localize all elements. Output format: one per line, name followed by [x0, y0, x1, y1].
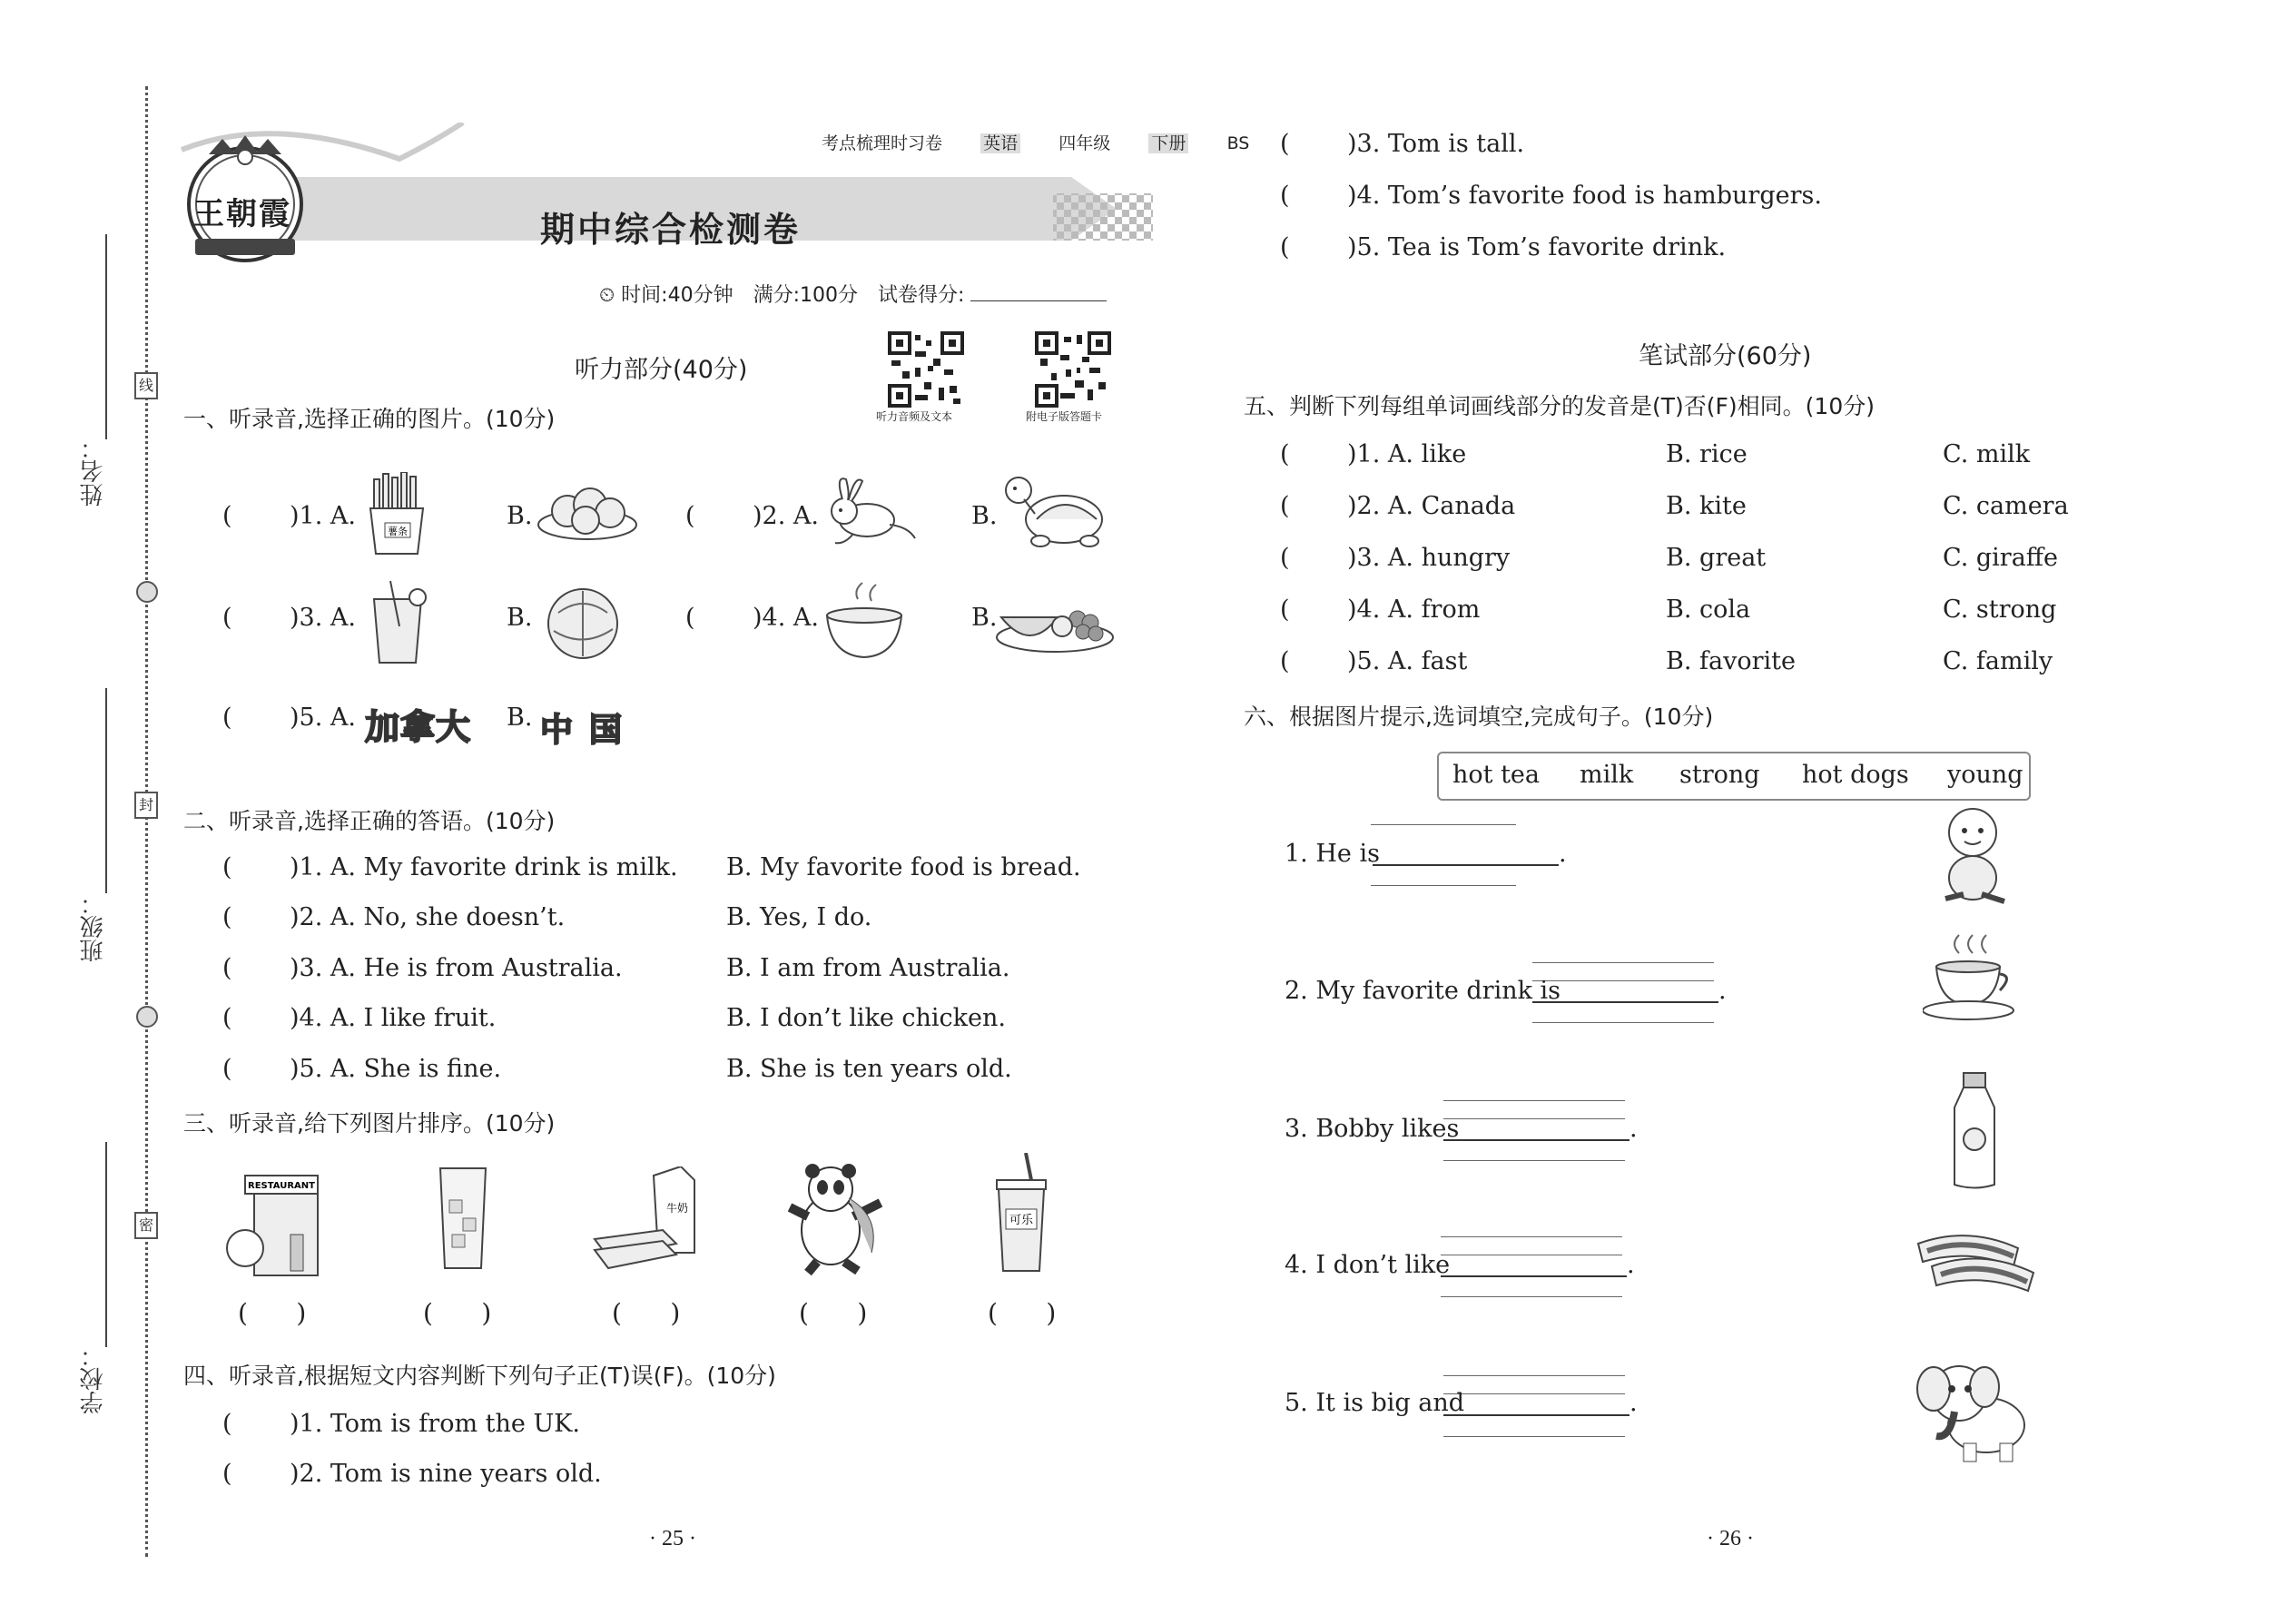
s4-q2-text: )2. Tom is nine years old. — [290, 1460, 602, 1488]
writing-title: 笔试部分(60分) — [1639, 342, 1812, 370]
s2-q4-a: )4. A. I like fruit. — [290, 1004, 497, 1032]
juice-glass-icon[interactable] — [363, 581, 431, 667]
s5-q3-b-word: great — [1699, 544, 1767, 572]
s4-q4-text: )4. Tom’s favorite food is hamburgers. — [1347, 182, 1822, 210]
writing-guide-line — [1443, 1118, 1625, 1119]
qr2-caption: 附电子版答题卡 — [1026, 410, 1103, 423]
s6-s2-period: . — [1718, 977, 1727, 1005]
s5-q4-c-word: strong — [1975, 595, 2057, 624]
s6-sentence-4 — [1285, 1251, 1450, 1279]
s3-answer-5[interactable]: ( ) — [988, 1298, 1057, 1328]
s5-q4-c — [1943, 595, 2056, 624]
s1-q1-num: )1. A. — [290, 502, 356, 530]
rabbit-icon[interactable] — [817, 470, 921, 552]
s5-q3-c-word: giraffe — [1975, 544, 2058, 572]
s5-q1-c — [1943, 440, 2030, 468]
s6-s3-text: 3. Bobby likes — [1285, 1115, 1460, 1143]
edition: BS — [1226, 133, 1250, 153]
section-1-heading: 一、听录音,选择正确的图片。(10分) — [183, 406, 556, 432]
s2-q5-a: )5. A. She is fine. — [290, 1055, 502, 1083]
s1-q4-b: B. — [971, 604, 998, 632]
class-underline — [105, 688, 107, 893]
cabbage-icon[interactable] — [540, 586, 626, 663]
writing-guide-line — [1443, 1375, 1625, 1376]
s1-q2-b: B. — [971, 502, 998, 530]
s6-s4-period: . — [1627, 1251, 1635, 1279]
page-number-left: · 25 · — [649, 1527, 696, 1550]
section-6-heading: 六、根据图片提示,选词填空,完成句子。(10分) — [1244, 704, 1714, 730]
canada-text-option[interactable]: 加拿大 — [365, 707, 472, 747]
china-char-1: 中 — [540, 712, 574, 749]
s6-sentence-3 — [1285, 1115, 1459, 1143]
s1-q3-b: B. — [507, 604, 533, 632]
tea-cup-icon — [1923, 930, 2023, 1026]
word-bank-item: strong — [1679, 761, 1760, 789]
fruit-plate-icon[interactable] — [994, 590, 1117, 655]
cola-label: 可乐 — [1009, 1214, 1034, 1227]
exam-info — [599, 280, 1107, 308]
china-text-option[interactable] — [540, 704, 622, 751]
restaurant-icon[interactable] — [218, 1171, 327, 1284]
milk-bottle-icon — [1947, 1071, 2002, 1194]
turtle-icon[interactable] — [999, 472, 1112, 552]
s2-q2: ( )2. A. No, she doesn’t. — [222, 903, 566, 931]
s2-q3-a: )3. A. He is from Australia. — [290, 954, 623, 982]
s1-q1: ( )1. A. — [222, 502, 356, 530]
s1-q4-num: )4. A. — [753, 604, 819, 632]
s5-q5: ( )5. A. fast — [1280, 647, 1468, 675]
header-series-line — [822, 130, 1249, 154]
b-label: B. — [1666, 440, 1692, 468]
s6-sentence-2 — [1285, 977, 1561, 1005]
s5-q5-num: )5. A. — [1347, 647, 1413, 675]
s6-s4-text: 4. I don’t like — [1285, 1251, 1451, 1279]
name-underline — [105, 234, 107, 439]
s1-q5-b: B. — [507, 704, 533, 732]
s6-s2-text: 2. My favorite drink is — [1285, 977, 1561, 1005]
s1-q3-num: )3. A. — [290, 604, 356, 632]
s5-q4-num: )4. A. — [1347, 595, 1413, 624]
word-bank-item: milk — [1580, 761, 1634, 789]
s6-answer-blank-4[interactable] — [1441, 1275, 1627, 1277]
s4-q3-text: )3. Tom is tall. — [1347, 130, 1525, 158]
word-bank-item: hot tea — [1452, 761, 1541, 789]
seal-char-1: 线 — [134, 372, 158, 399]
seal-char-2: 封 — [134, 792, 158, 819]
s1-q2-num: )2. A. — [753, 502, 819, 530]
s5-q1-b — [1666, 440, 1748, 468]
s2-q2-a: )2. A. No, she doesn’t. — [290, 903, 566, 931]
s5-q3: ( )3. A. hungry — [1280, 544, 1511, 572]
section-5-heading: 五、判断下列每组单词画线部分的发音是(T)否(F)相同。(10分) — [1244, 393, 1875, 419]
s3-answer-3[interactable]: ( ) — [612, 1298, 681, 1328]
logo-text: 王朝霞 — [193, 196, 291, 232]
s5-q3-c — [1943, 544, 2058, 572]
name-label: 姓名： — [80, 436, 107, 507]
b-label: B. — [1666, 595, 1692, 624]
score-blank[interactable] — [970, 300, 1107, 301]
s2-q3-b: B. I am from Australia. — [726, 954, 1010, 982]
c-label: C. — [1943, 544, 1969, 572]
s1-q1-b: B. — [507, 502, 533, 530]
s5-q1-c-word: milk — [1975, 440, 2031, 468]
s5-q2-num: )2. A. — [1347, 492, 1413, 520]
s1-q4: ( )4. A. — [685, 604, 819, 632]
seal-dot-icon — [136, 581, 158, 603]
b-label: B. — [1666, 544, 1692, 572]
elephant-icon — [1914, 1353, 2045, 1466]
b-label: B. — [1666, 492, 1692, 520]
s5-q5-c-word: family — [1975, 647, 2053, 675]
c-label: C. — [1943, 595, 1969, 624]
page-number-right: · 26 · — [1707, 1527, 1754, 1550]
seal-char-3: 密 — [134, 1212, 158, 1239]
s5-q1-b-word: rice — [1699, 440, 1748, 468]
grade: 四年级 — [1058, 133, 1111, 153]
s5-q4: ( )4. A. from — [1280, 595, 1481, 624]
s5-q4-b-word: cola — [1699, 595, 1751, 624]
bread-buns-icon[interactable] — [536, 479, 640, 543]
baby-icon — [1932, 803, 2013, 908]
milk-bread-icon[interactable] — [590, 1166, 708, 1271]
volume: 下册 — [1148, 133, 1188, 153]
french-fries-icon[interactable] — [363, 472, 436, 558]
s5-q3-b — [1666, 544, 1766, 572]
exam-info-text: 时间:40分钟 满分:100分 试卷得分: — [621, 284, 965, 307]
s5-q3-num: )3. A. — [1347, 544, 1413, 572]
s5-q1: ( )1. A. like — [1280, 440, 1467, 468]
restaurant-sign: RESTAURANT — [248, 1181, 315, 1191]
b-label: B. — [1666, 647, 1692, 675]
s4-q1-text: )1. Tom is from the UK. — [290, 1410, 580, 1438]
qr1-caption: 听力音频及文本 — [876, 410, 953, 423]
s2-q5-b: B. She is ten years old. — [726, 1055, 1012, 1083]
s3-answer-1[interactable]: ( ) — [238, 1298, 307, 1328]
s6-s3-period: . — [1629, 1115, 1638, 1143]
s6-answer-blank-3[interactable] — [1443, 1139, 1629, 1141]
s5-q2-c-word: camera — [1975, 492, 2069, 520]
writing-guide-line — [1443, 1436, 1625, 1437]
s4-q5: ( )5. Tea is Tom’s favorite drink. — [1280, 233, 1727, 261]
s6-s1-text: 1. He is — [1285, 840, 1380, 868]
clock-icon: ⏲ — [599, 284, 615, 307]
china-char-2: 国 — [589, 712, 623, 749]
s5-q1-num: )1. A. — [1347, 440, 1413, 468]
s2-q1: ( )1. A. My favorite drink is milk. — [222, 853, 678, 881]
word-bank-item: hot dogs — [1802, 761, 1909, 789]
s6-s5-period: . — [1629, 1389, 1638, 1417]
seal-dot-icon — [136, 1006, 158, 1028]
s4-q3: ( )3. Tom is tall. — [1280, 130, 1525, 158]
s2-q5: ( )5. A. She is fine. — [222, 1055, 502, 1083]
s4-q4: ( )4. Tom’s favorite food is hamburgers. — [1280, 182, 1822, 210]
s5-q2-b-word: kite — [1699, 492, 1747, 520]
school-underline — [105, 1142, 107, 1347]
s1-q5-num: )5. A. — [290, 704, 356, 732]
school-label: 学校： — [80, 1343, 107, 1414]
subject: 英语 — [980, 133, 1020, 153]
s5-q2-c — [1943, 492, 2069, 520]
word-bank — [1437, 752, 2031, 801]
s5-q2-b — [1666, 492, 1747, 520]
s2-q4-b: B. I don’t like chicken. — [726, 1004, 1006, 1032]
section-2-heading: 二、听录音,选择正确的答语。(10分) — [183, 808, 556, 834]
s3-answer-2[interactable]: ( ) — [423, 1298, 492, 1328]
page-title: 期中综合检测卷 — [540, 210, 802, 250]
s5-q3-a: hungry — [1421, 544, 1511, 572]
s5-q5-c — [1943, 647, 2053, 675]
writing-guide-line — [1441, 1296, 1622, 1297]
s6-answer-blank-2[interactable] — [1532, 1001, 1718, 1003]
writing-guide-line — [1371, 885, 1516, 886]
s4-q5-text: )5. Tea is Tom’s favorite drink. — [1347, 233, 1727, 261]
s6-s1-period: . — [1559, 840, 1567, 868]
s2-q1-a: )1. A. My favorite drink is milk. — [290, 853, 678, 881]
ice-water-icon[interactable] — [436, 1164, 490, 1273]
writing-guide-line — [1443, 1100, 1625, 1101]
s3-answer-4[interactable]: ( ) — [799, 1298, 868, 1328]
class-label: 班级： — [80, 891, 107, 962]
s2-q2-b: B. Yes, I do. — [726, 903, 872, 931]
writing-guide-line — [1441, 1236, 1622, 1237]
s1-q5: ( )5. A. — [222, 704, 356, 732]
s5-q5-b-word: favorite — [1699, 647, 1797, 675]
panda-icon[interactable] — [781, 1162, 890, 1275]
qr-code-icon[interactable] — [1035, 331, 1111, 408]
c-label: C. — [1943, 647, 1969, 675]
s6-answer-blank-1[interactable] — [1373, 864, 1559, 866]
listening-title: 听力部分(40分) — [575, 356, 748, 384]
milk-label: 牛奶 — [665, 1202, 689, 1215]
hot-dogs-icon — [1914, 1225, 2041, 1303]
s6-answer-blank-5[interactable] — [1443, 1414, 1629, 1416]
s2-q1-b: B. My favorite food is bread. — [726, 853, 1081, 881]
s5-q4-b — [1666, 595, 1750, 624]
s5-q1-a: like — [1421, 440, 1467, 468]
s5-q4-a: from — [1421, 595, 1481, 624]
s5-q2: ( )2. A. Canada — [1280, 492, 1516, 520]
s6-sentence-1 — [1285, 840, 1380, 868]
s1-q3: ( )3. A. — [222, 604, 356, 632]
soup-bowl-icon[interactable] — [822, 581, 908, 661]
s5-q2-a: Canada — [1421, 492, 1516, 520]
word-bank-item: young — [1947, 761, 2023, 789]
s4-q1: ( )1. Tom is from the UK. — [222, 1410, 580, 1438]
writing-guide-line — [1443, 1160, 1625, 1161]
s2-q4: ( )4. A. I like fruit. — [222, 1004, 497, 1032]
s4-q2: ( )2. Tom is nine years old. — [222, 1460, 602, 1488]
writing-guide-line — [1371, 824, 1516, 825]
section-3-heading: 三、听录音,给下列图片排序。(10分) — [183, 1110, 556, 1137]
section-4-heading: 四、听录音,根据短文内容判断下列句子正(T)误(F)。(10分) — [183, 1363, 776, 1389]
s1-q2: ( )2. A. — [685, 502, 819, 530]
series-name: 考点梳理时习卷 — [822, 133, 943, 153]
s5-q5-b — [1666, 647, 1796, 675]
qr-code-icon[interactable] — [888, 331, 964, 408]
s6-sentence-5 — [1285, 1389, 1464, 1417]
writing-guide-line — [1532, 962, 1714, 963]
writing-guide-line — [1443, 1393, 1625, 1394]
c-label: C. — [1943, 440, 1969, 468]
fries-tag: 薯条 — [388, 526, 408, 537]
cola-cup-icon[interactable] — [989, 1153, 1053, 1275]
writing-guide-line — [1532, 1022, 1714, 1023]
c-label: C. — [1943, 492, 1969, 520]
binding-dotted-line — [145, 86, 148, 1557]
s6-s5-text: 5. It is big and — [1285, 1389, 1465, 1417]
s5-q5-a: fast — [1421, 647, 1468, 675]
s2-q3: ( )3. A. He is from Australia. — [222, 954, 623, 982]
